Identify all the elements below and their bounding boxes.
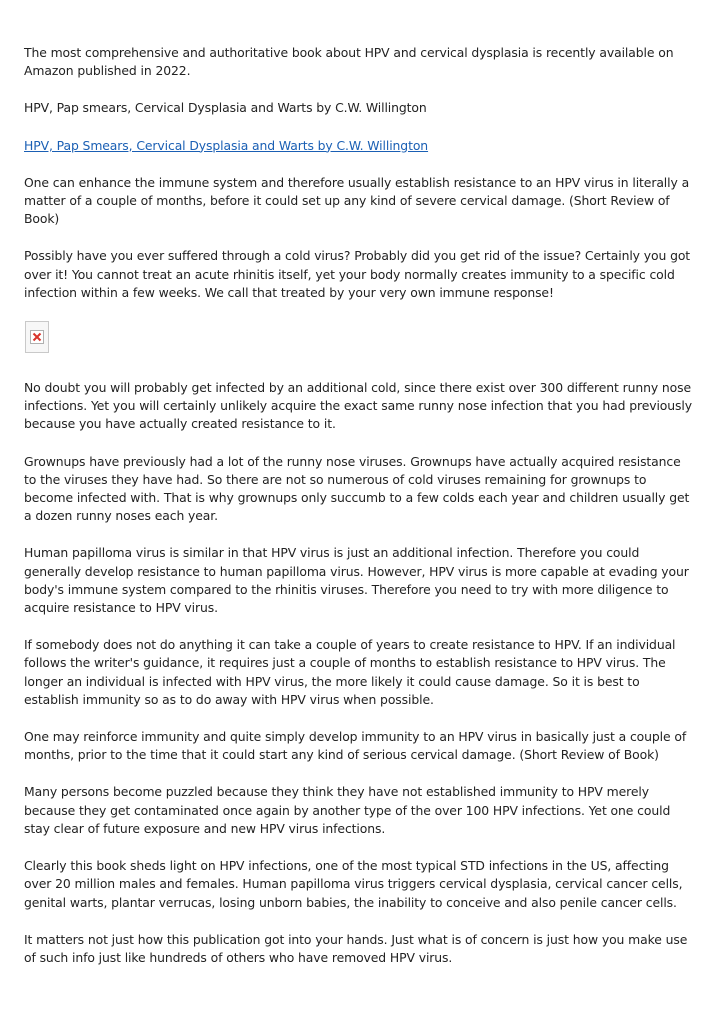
paragraph-reinforce-immunity: One may reinforce immunity and quite simply develop immunity to an HPV virus in basically just a couple of months, prior to the time that it could start any kind of serious cervical damage. (Short Review of Book) bbox=[24, 729, 687, 763]
book-link-line bbox=[24, 137, 696, 155]
document-body bbox=[24, 44, 696, 986]
broken-image-icon bbox=[30, 330, 44, 344]
paragraph-cold-virus: Possibly have you ever suffered through a cold virus? Probably did you get rid of the issue? Certainly you got over it! You cannot treat an acute rhinitis itself, yet your body normally creates immunity to a specific cold infection within a few weeks. We call that treated by your very own immune response! bbox=[24, 248, 691, 300]
paragraph-resistance-time: If somebody does not do anything it can take a couple of years to create resistance to HPV. If an individual follows the writer's guidance, it requires just a couple of months to establish resistance to HPV virus. The longer an individual is infected with HPV virus, the more likely it could cause damage. So it is best to establish immunity so as to do away with HPV virus when possible. bbox=[24, 637, 676, 707]
broken-image bbox=[25, 321, 49, 353]
paragraph-sheds-light: Clearly this book sheds light on HPV infections, one of the most typical STD infections in the US, affecting over 20 million males and females. Human papilloma virus triggers cervical dysplasia, cervical cancer cells, genital warts, plantar verrucas, losing unborn babies, the inability to conceive and also penile cancer cells. bbox=[24, 858, 683, 910]
paragraph-puzzled-persons: Many persons become puzzled because they think they have not established immunity to HPV merely because they get contaminated once again by another type of the over 100 HPV infections. Yet one could stay clear of future exposure and new HPV virus infections. bbox=[24, 784, 671, 836]
paragraph-intro: The most comprehensive and authoritative book about HPV and cervical dysplasia is recently available on Amazon published in 2022. bbox=[24, 45, 674, 79]
paragraph-publication-hands: It matters not just how this publication got into your hands. Just what is of concern is just how you make use of such info just like hundreds of others who have removed HPV virus. bbox=[24, 931, 688, 965]
paragraph-book-title: HPV, Pap smears, Cervical Dysplasia and Warts by C.W. Willington bbox=[24, 100, 427, 116]
paragraph-immune-system: One can enhance the immune system and therefore usually establish resistance to an HPV virus in literally a matter of a couple of months, before it could set up any kind of severe cervical damage. (Short Review of Book) bbox=[24, 174, 690, 227]
paragraph-grownups: Grownups have previously had a lot of the runny nose viruses. Grownups have actually acquired resistance to the viruses they have had. So there are not so numerous of cold viruses remaining for grownups to become infected with. That is why grownups only succumb to a few colds each year and children usually get a dozen runny noses each year. bbox=[24, 453, 690, 524]
paragraph-additional-cold: No doubt you will probably get infected by an additional cold, since there exist over 300 different runny nose infections. Yet you will certainly unlikely acquire the exact same runny nose infection that you had previously because you have actually created resistance to it. bbox=[24, 380, 692, 432]
paragraph-papilloma-similar: Human papilloma virus is similar in that HPV virus is just an additional infection. Therefore you could generally develop resistance to human papilloma virus. However, HPV virus is more capable at evading your body's immune system compared to the rhinitis viruses. Therefore you need to try with more diligence to acquire resistance to HPV virus. bbox=[24, 545, 689, 616]
book-link[interactable]: HPV, Pap Smears, Cervical Dysplasia and Warts by C.W. Willington bbox=[24, 137, 429, 153]
